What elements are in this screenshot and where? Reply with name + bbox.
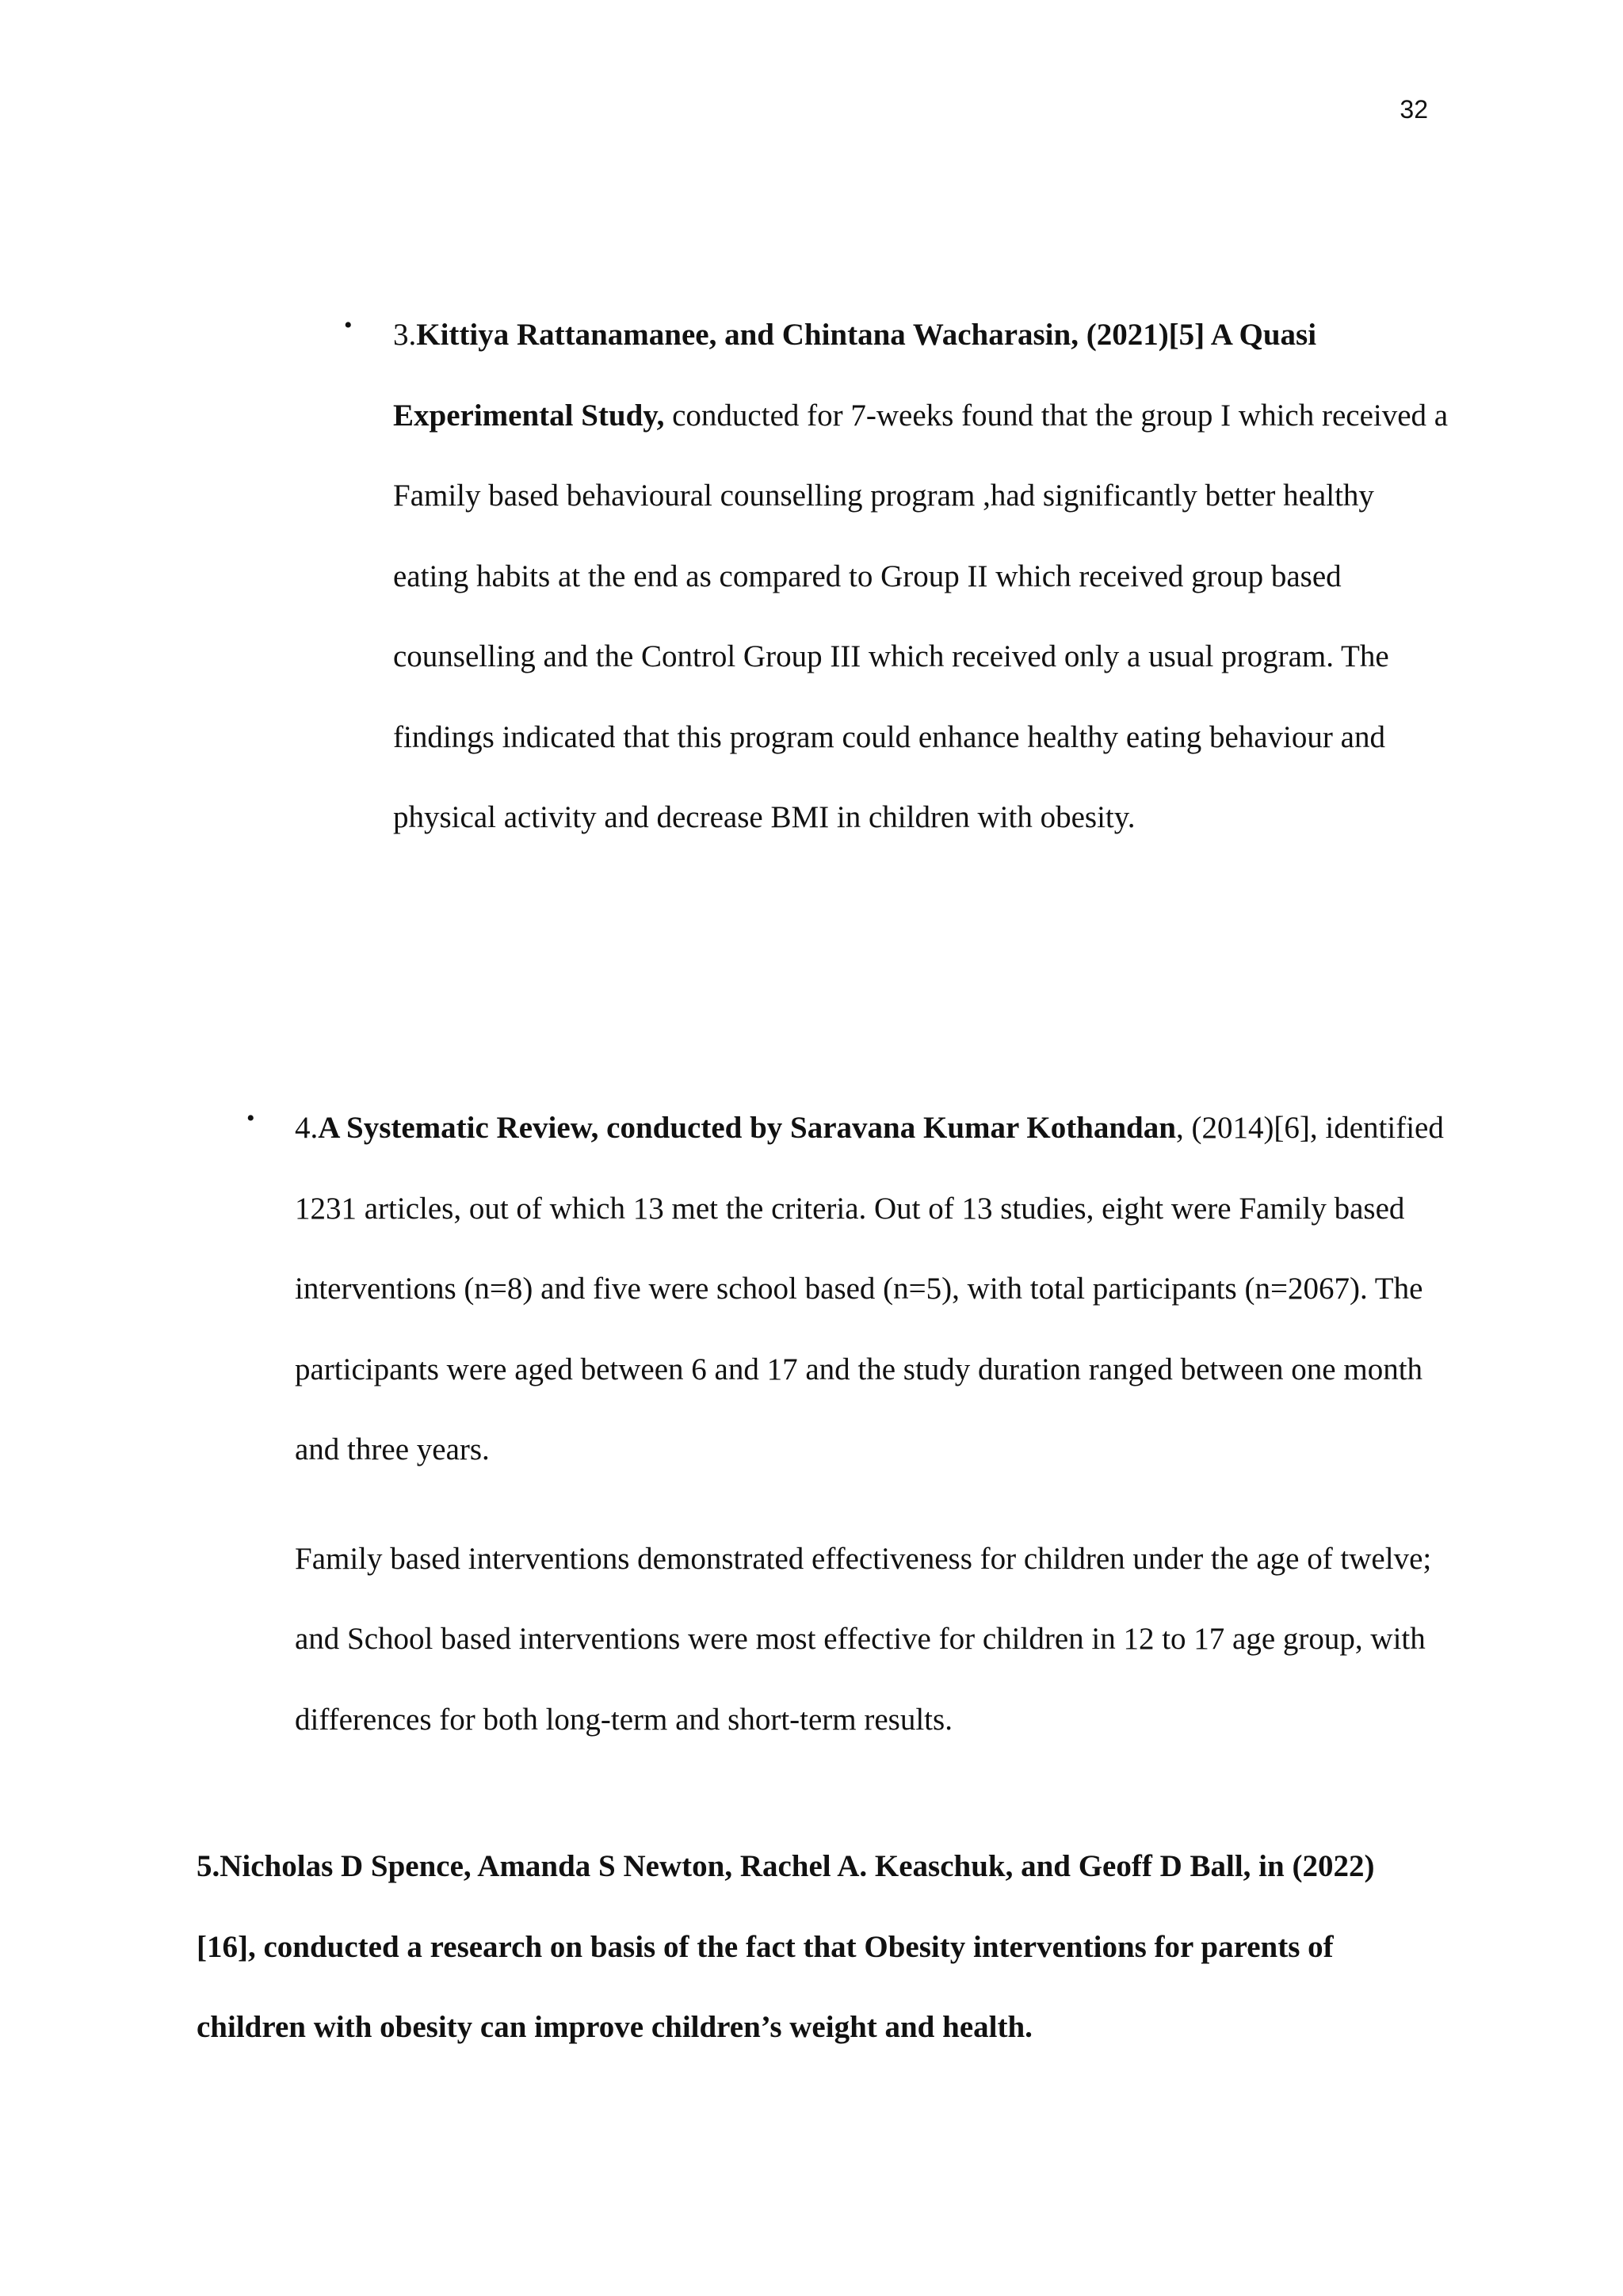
entry-bold-lead: Kittiya Rattanamanee, and Chintana Wacharasin, (2021)[5] A Quasi Experimental Study,	[393, 318, 1317, 433]
page-number: 32	[1400, 95, 1428, 124]
reference-entry-5	[197, 1826, 1433, 2068]
entry-paragraph	[295, 1088, 1455, 1490]
reference-entry-3	[393, 295, 1455, 858]
entry-text: , (2014)[6], identified 1231 articles, out of which 13 met the criteria. Out of 13 studies, eight were Family based interventions (n=8) and five were school based (n=5), with total participants (n=2067). The participants were aged between 6 and 17 and the study duration ranged between one month and three years.	[295, 1111, 1444, 1466]
entry-number: 3.	[393, 318, 417, 352]
entry-number: 4.	[295, 1111, 319, 1145]
entry-paragraph: 5.Nicholas D Spence, Amanda S Newton, Rachel A. Keaschuk, and Geoff D Ball, in (2022)[16], conducted a research on basis of the fact that Obesity interventions for parents of children with obesity can improve children’s weight and health.	[197, 1849, 1375, 2044]
bullet-marker: •	[246, 1105, 255, 1131]
reference-entry-4	[295, 1088, 1455, 1760]
entry-bold-lead: A Systematic Review, conducted by Saravana Kumar Kothandan	[318, 1111, 1176, 1145]
entry-text: conducted for 7-weeks found that the group I which received a Family based behavioural counselling program ,had significantly better healthy eating habits at the end as compared to Group II which received group based counselling and the Control Group III which received only a usual program. The findings indicated that this program could enhance healthy eating behaviour and physical activity and decrease BMI in children with obesity.	[393, 398, 1449, 834]
entry-paragraph-2: Family based interventions demonstrated effectiveness for children under the age of twelve; and School based interventions were most effective for children in 12 to 17 age group, with differences for both long-term and short-term results.	[295, 1541, 1432, 1737]
entry-paragraph	[393, 295, 1455, 858]
bullet-marker: •	[344, 312, 353, 338]
